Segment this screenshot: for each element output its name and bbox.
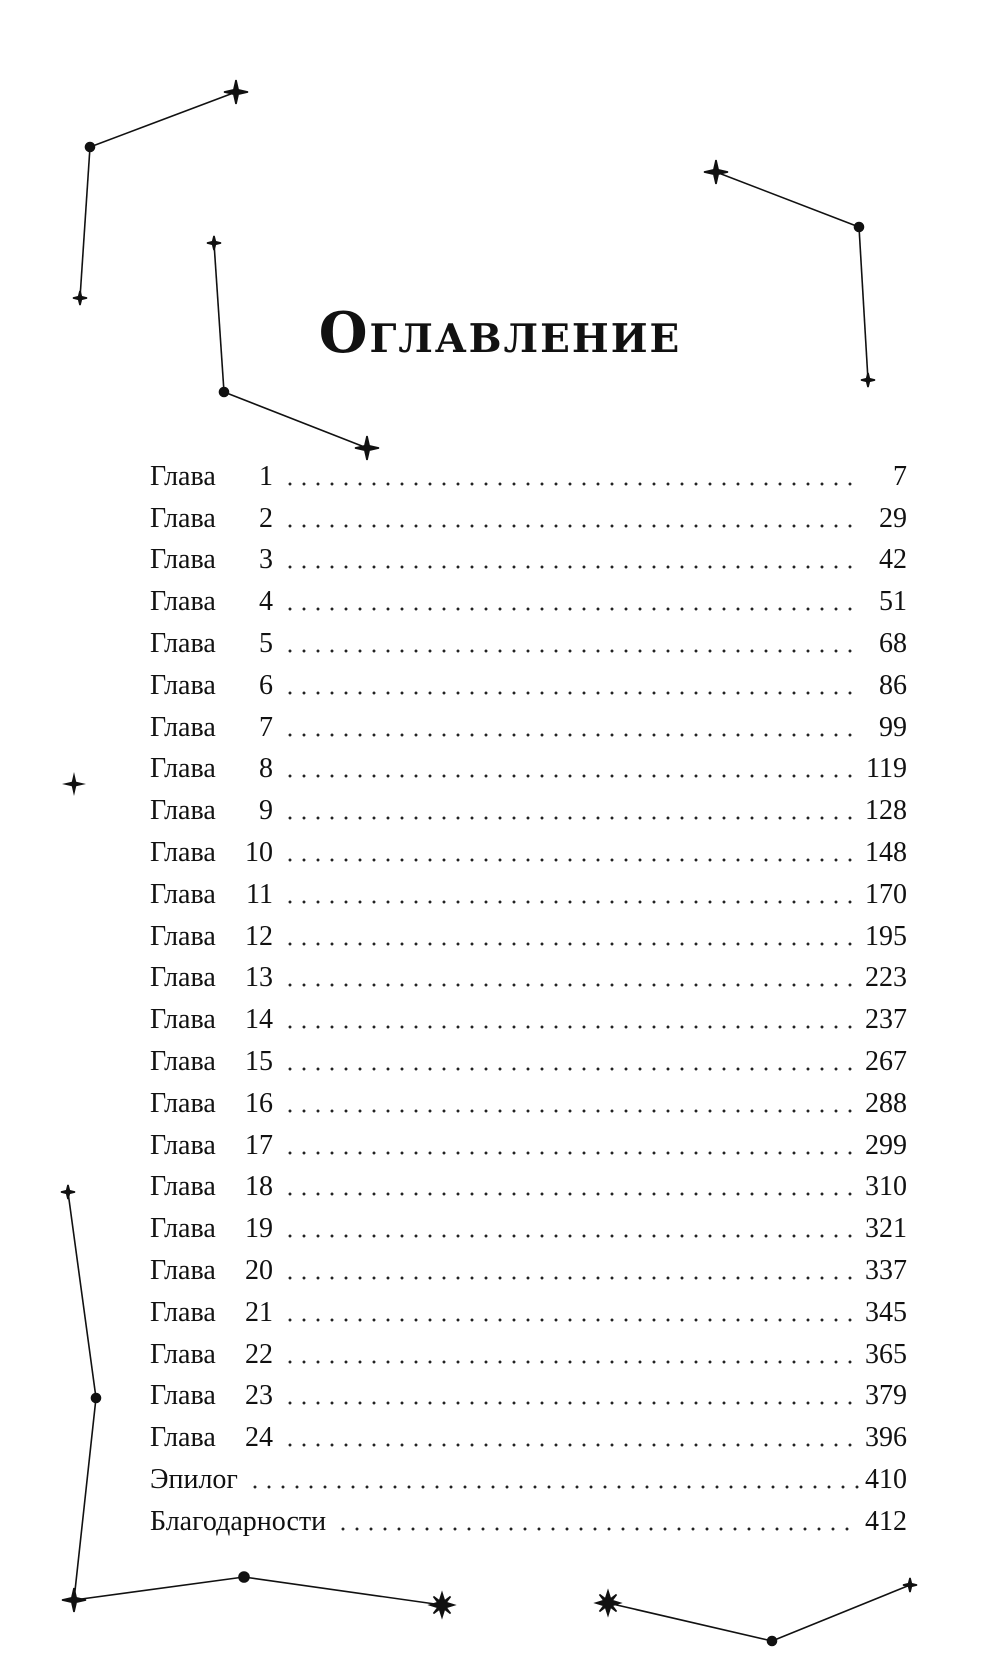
toc-entry-page-number: 99 [879,711,907,743]
toc-entry-word: Глава [150,1422,216,1454]
toc-entry-word: Глава [150,1046,216,1078]
toc-entry-number: 12 [245,920,273,952]
toc-entry-page-number: 42 [879,544,907,576]
toc-entry[interactable] [150,874,907,916]
toc-entry[interactable] [150,832,907,874]
star-icon [596,1591,620,1615]
dot-leader [283,481,861,487]
star-icon [430,1593,454,1617]
toc-entry[interactable] [150,790,907,832]
toc-entry[interactable] [150,456,907,498]
toc-entry-page-number: 119 [866,753,907,785]
dot-leader [283,523,861,529]
toc-entry-word: Глава [150,628,216,660]
dot-leader [283,1191,859,1197]
toc-entry-number: 16 [245,1087,273,1119]
dot-leader [283,564,861,570]
toc-entry-word: Глава [150,837,216,869]
toc-entry[interactable] [150,1376,907,1418]
toc-entry-number: 22 [245,1338,273,1370]
toc-entry[interactable] [150,1208,907,1250]
toc-entry-page-number: 128 [865,795,907,827]
dot-leader [283,773,860,779]
toc-entry-page-number: 195 [865,920,907,952]
toc-entry-number: 15 [245,1046,273,1078]
toc-entry-word: Глава [150,1338,216,1370]
toc-entry-page-number: 410 [865,1464,907,1496]
toc-entry-label [150,1129,283,1161]
toc-entry-word: Глава [150,711,216,743]
dot-leader [283,1150,859,1156]
toc-entry-page-number: 7 [893,460,907,492]
dot-leader [283,1275,859,1281]
toc-entry-page-number: 345 [865,1296,907,1328]
toc-entry-number: 3 [259,544,273,576]
toc-entry-word: Глава [150,669,216,701]
toc-entry-label [150,669,283,701]
star-dot-icon [92,1394,101,1403]
toc-entry-label [150,502,283,534]
toc-entry[interactable] [150,999,907,1041]
toc-entry-label [150,1215,283,1243]
toc-entry-label [150,964,283,992]
star-icon [224,80,248,104]
toc-entry-page-number: 170 [865,878,907,910]
toc-entry-page-number: 365 [865,1338,907,1370]
table-of-contents [150,456,907,1543]
toc-entry-word: Глава [150,1171,216,1203]
toc-entry-number: 18 [245,1171,273,1203]
toc-entry-number: 19 [245,1213,273,1245]
constellation-top-left [73,80,248,305]
toc-entry-number: 11 [246,878,273,910]
toc-entry-number: 4 [259,586,273,618]
toc-entry-word: Глава [150,795,216,827]
toc-entry-label [150,1382,283,1410]
toc-entry-page-number: 299 [865,1129,907,1161]
toc-entry-number: 8 [259,753,273,785]
toc-entry-label [150,797,283,825]
star-icon [903,1578,917,1592]
toc-entry-word: Глава [150,1087,216,1119]
toc-entry-word: Глава [150,962,216,994]
toc-entry-page-number: 68 [879,628,907,660]
dot-leader [283,1442,859,1448]
toc-entry-word: Глава [150,920,216,952]
toc-entry-page-number: 337 [865,1255,907,1287]
toc-entry-page-number: 267 [865,1046,907,1078]
constellation-bottom-right [596,1578,917,1646]
toc-entry-label [150,755,283,783]
toc-entry-label [150,839,283,867]
dot-leader [283,1108,859,1114]
toc-entry[interactable] [150,749,907,791]
toc-entry-number: 6 [259,669,273,701]
toc-entry[interactable] [150,1250,907,1292]
toc-entry[interactable] [150,916,907,958]
star-icon [62,1588,86,1612]
toc-entry-word: Глава [150,1004,216,1036]
toc-entry-number: 7 [259,711,273,743]
toc-entry-page-number: 310 [865,1171,907,1203]
toc-entry-page-number: 412 [865,1505,907,1537]
toc-entry-label [150,1048,283,1076]
toc-entry-word: Глава [150,1296,216,1328]
dot-leader [283,899,859,905]
toc-entry-number: 20 [245,1255,273,1287]
toc-entry-number: 2 [259,502,273,534]
toc-entry-label: Эпилог [150,1464,238,1496]
toc-entry-label [150,1173,283,1201]
toc-entry-word: Глава [150,586,216,618]
toc-entry-label [150,878,283,910]
page-title: Оглавление [318,300,682,366]
dot-leader [283,1359,859,1365]
toc-entry-label [150,1006,283,1034]
toc-entry-label [150,630,283,658]
toc-entry-number: 17 [245,1129,273,1161]
star-dot-icon [768,1637,777,1646]
dot-leader [283,690,861,696]
toc-entry-label [150,546,283,574]
toc-entry-label [150,588,283,616]
dot-leader [283,1233,859,1239]
toc-entry-label [150,1424,283,1452]
toc-entry-page-number: 321 [865,1213,907,1245]
toc-entry-label [150,711,283,743]
star-dot-icon [86,143,95,152]
toc-entry-label [150,460,283,492]
dot-leader [336,1526,859,1532]
toc-entry[interactable] [150,498,907,540]
toc-entry-page-number: 288 [865,1087,907,1119]
toc-entry[interactable] [150,1041,907,1083]
toc-entry[interactable] [150,1417,907,1459]
star-icon [704,160,728,184]
toc-entry-number: 10 [245,837,273,869]
dot-leader [283,732,861,738]
dot-leader [283,815,859,821]
toc-entry-word: Глава [150,878,216,910]
toc-entry-word: Глава [150,502,216,534]
toc-entry-number: 5 [259,628,273,660]
star-icon [62,772,86,796]
toc-entry[interactable] [150,707,907,749]
toc-entry-label [150,920,283,952]
dot-leader [283,648,861,654]
toc-entry-label [150,1338,283,1370]
toc-entry-number: 21 [245,1296,273,1328]
toc-entry-word: Глава [150,544,216,576]
toc-entry-number: 1 [259,460,273,492]
star-icon [861,373,875,387]
dot-leader [283,606,861,612]
toc-entry-word: Глава [150,1213,216,1245]
toc-entry-page-number: 148 [865,837,907,869]
toc-entry-page-number: 51 [879,586,907,618]
toc-entry[interactable] [150,1459,907,1501]
toc-entry[interactable] [150,540,907,582]
dot-leader [283,857,859,863]
lone-star [62,772,86,796]
toc-entry-word: Глава [150,460,216,492]
toc-entry-word: Глава [150,753,216,785]
toc-entry-page-number: 237 [865,1004,907,1036]
dot-leader [283,1024,859,1030]
star-dot-icon [220,388,229,397]
toc-entry-number: 13 [245,962,273,994]
toc-entry-word: Глава [150,1255,216,1287]
dot-leader [283,1066,859,1072]
toc-entry[interactable] [150,958,907,1000]
toc-entry-label: Благодарности [150,1505,327,1537]
toc-entry-word: Глава [150,1380,216,1412]
toc-entry-page-number: 379 [865,1380,907,1412]
dot-leader [283,1317,859,1323]
toc-entry-label [150,1257,283,1285]
toc-entry-label [150,1087,283,1119]
toc-entry[interactable] [150,1501,907,1543]
dot-leader [248,1484,859,1490]
star-dot-icon [239,1572,249,1582]
toc-entry-word: Глава [150,1129,216,1161]
toc-entry-label [150,1296,283,1328]
dot-leader [283,982,859,988]
star-icon [61,1185,75,1199]
dot-leader [283,1400,859,1406]
toc-entry-number: 23 [245,1380,273,1412]
star-icon [207,236,221,250]
toc-entry-page-number: 396 [865,1422,907,1454]
toc-entry[interactable] [150,1167,907,1209]
star-dot-icon [855,223,864,232]
toc-entry-page-number: 86 [879,669,907,701]
dot-leader [283,941,859,947]
toc-entry-number: 14 [245,1004,273,1036]
toc-entry-number: 24 [245,1422,273,1454]
toc-entry[interactable] [150,623,907,665]
toc-entry[interactable] [150,665,907,707]
toc-entry-page-number: 29 [879,502,907,534]
toc-entry[interactable] [150,1334,907,1376]
toc-entry-number: 9 [259,795,273,827]
toc-entry[interactable] [150,1125,907,1167]
toc-entry-page-number: 223 [865,962,907,994]
toc-entry[interactable] [150,1292,907,1334]
toc-entry[interactable] [150,1083,907,1125]
toc-entry[interactable] [150,581,907,623]
